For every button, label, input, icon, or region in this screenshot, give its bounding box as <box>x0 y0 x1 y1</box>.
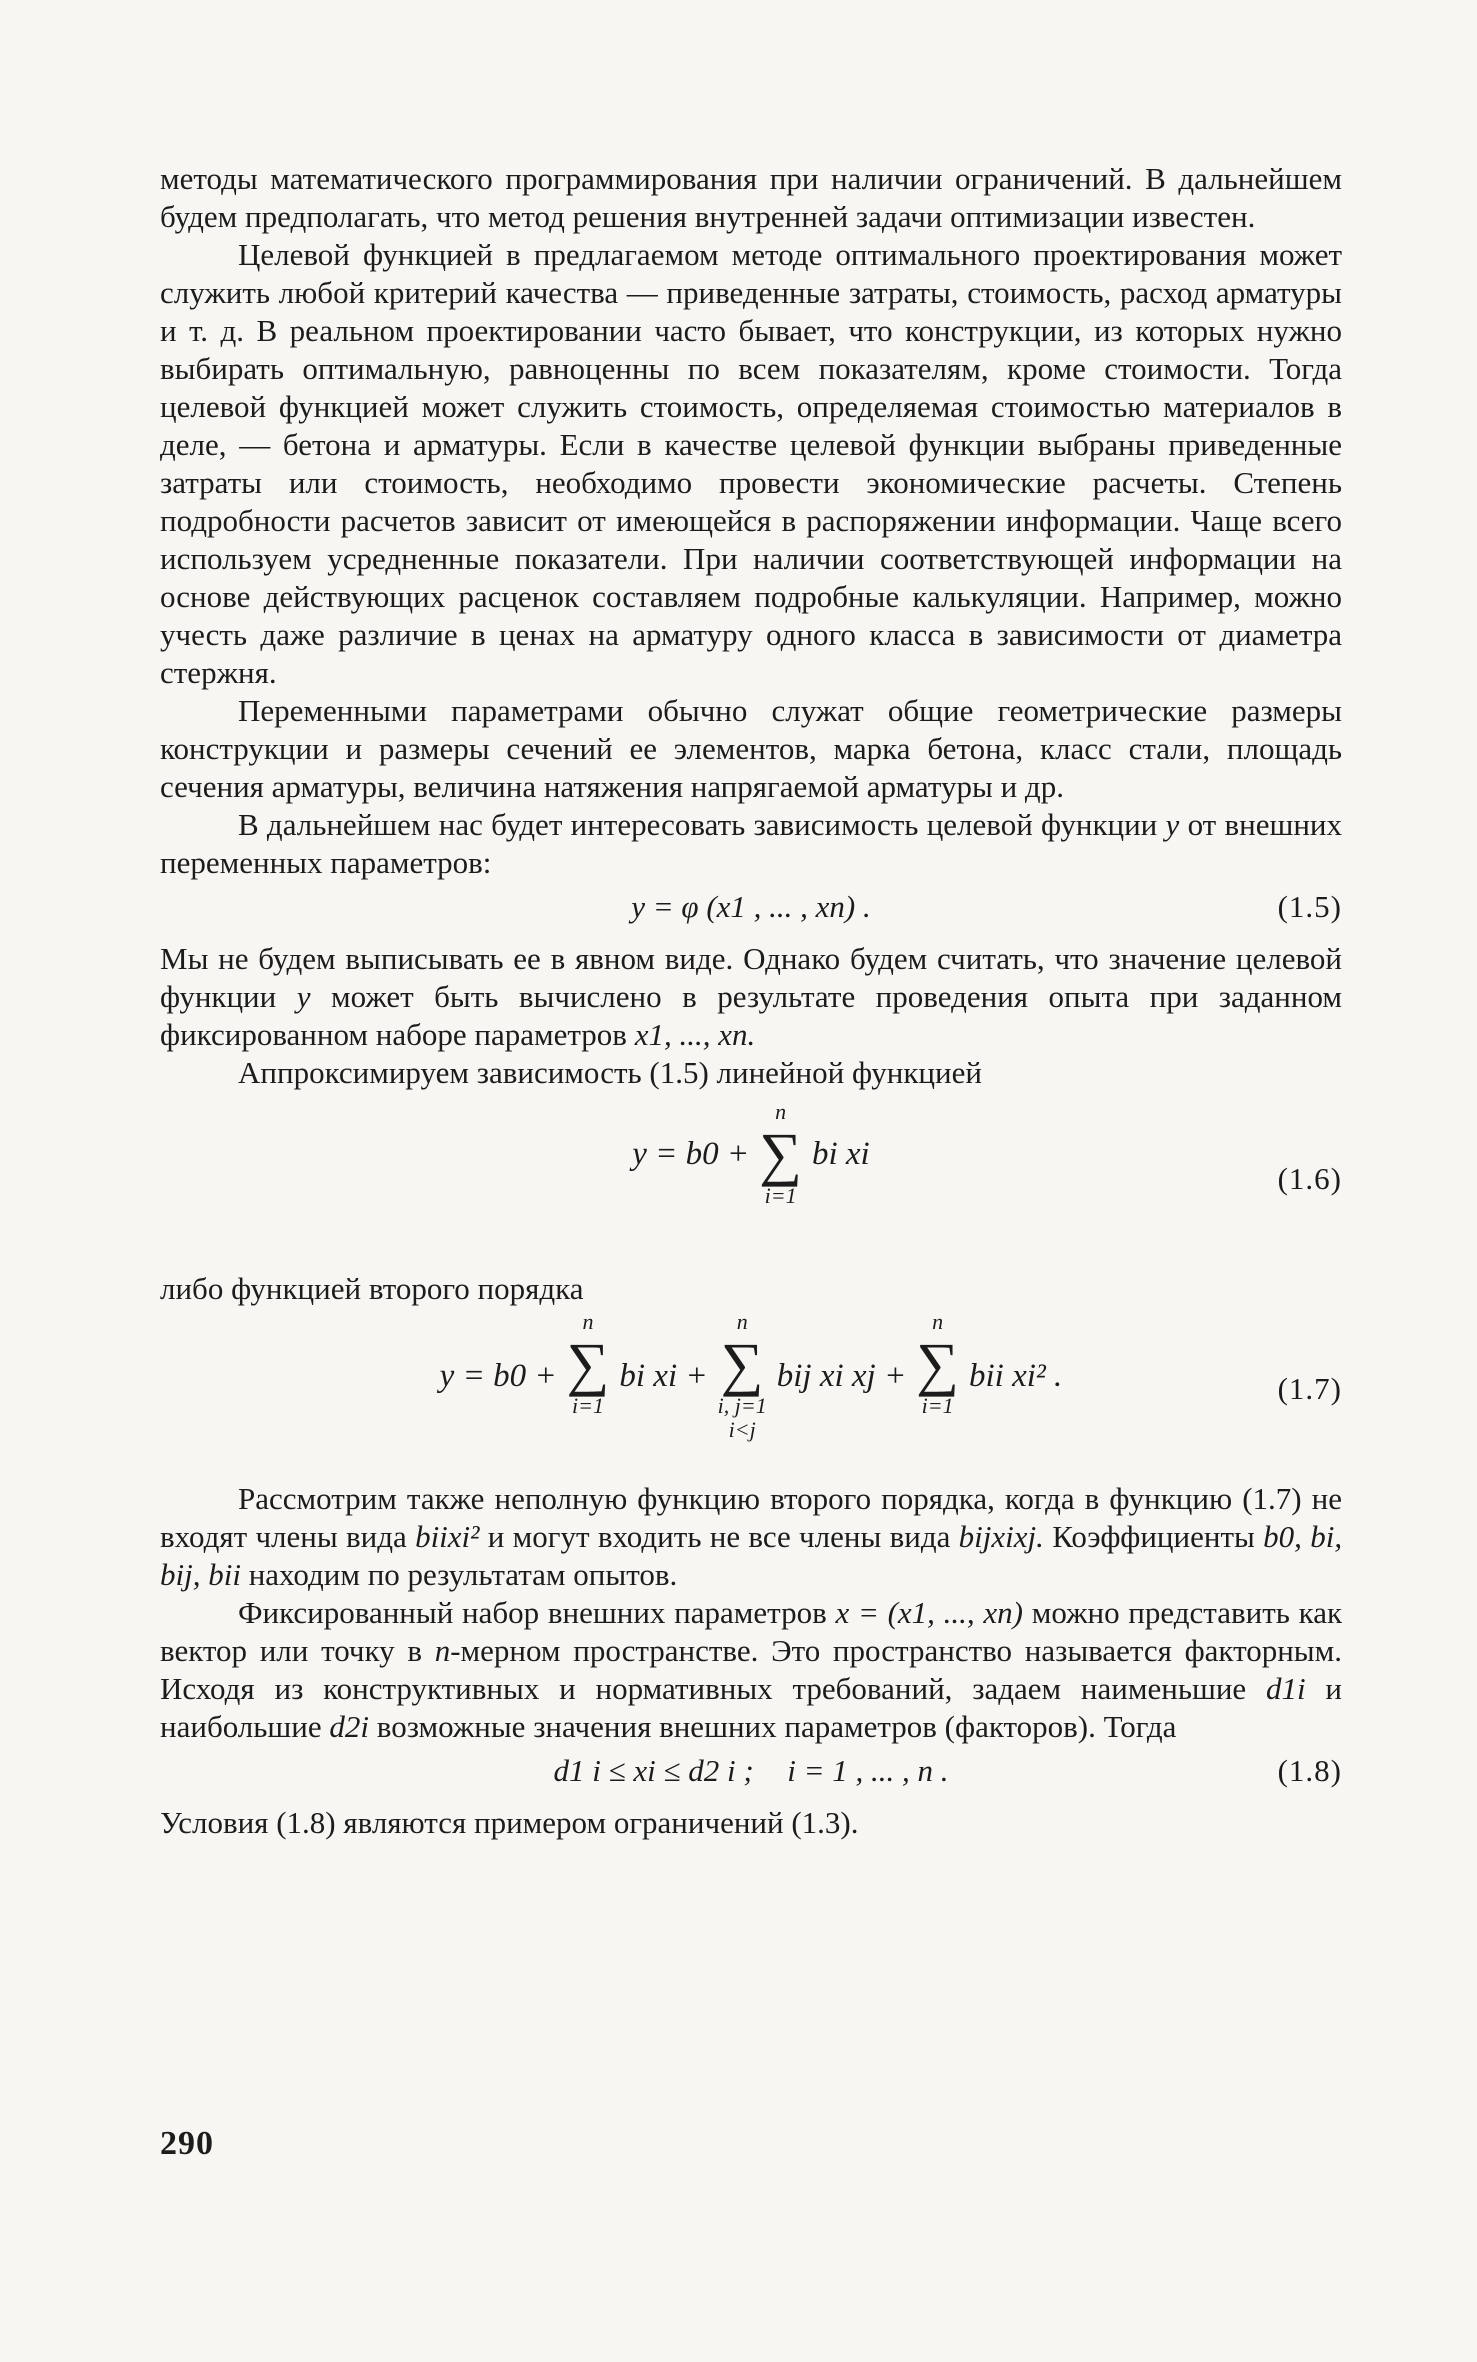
paragraph-9-term-3: d1i <box>1266 1671 1306 1706</box>
paragraph-9-text-c: -мерном пространстве. Это пространство называется факторным. Исходя из конструктивных и нормативных требований, задаем наименьшие <box>160 1633 1343 1706</box>
paragraph-4-var: y <box>1165 807 1180 842</box>
equation-1-5 <box>160 888 1342 932</box>
equation-1-6 <box>160 1100 1342 1258</box>
equation-1-7-sum-3-top: n <box>932 1309 944 1334</box>
equation-1-7-sum-3 <box>916 1310 959 1442</box>
paragraph-5-vars: x1, ..., xn. <box>634 1017 756 1052</box>
equation-1-6-term: bi xi <box>811 1136 870 1172</box>
equation-1-7-sum-2-bottom: i, j=1 <box>717 1393 767 1418</box>
equation-1-7-sum-2-condition: i<j <box>728 1417 756 1442</box>
paragraph-3: Переменными параметрами обычно служат общие геометрические размеры конструкции и размеры сечений ее элементов, марка бетона, класс стали, площадь сечения арматуры, величина натяжения напрягаемой арматуры и др. <box>160 693 1342 804</box>
paragraph-8-text-d: находим по результатам опытов. <box>248 1557 678 1592</box>
equation-1-7-lhs: y = b0 + <box>439 1358 557 1394</box>
equation-1-7-sum-2 <box>718 1310 767 1442</box>
paragraph-9-text-b: можно представить как вектор или точку в <box>160 1595 1343 1668</box>
equation-1-6-sum <box>759 1100 802 1208</box>
paragraph-9-term-2: n <box>434 1633 451 1668</box>
paragraph-9-text-a: Фиксированный набор внешних параметров <box>238 1595 827 1630</box>
equation-1-8 <box>160 1752 1342 1796</box>
paragraph-4 <box>160 806 1342 882</box>
paragraph-10: Условия (1.8) являются примером ограничений (1.3). <box>160 1805 859 1840</box>
equation-1-7-sum-1 <box>567 1310 610 1442</box>
equation-1-7-sum-1-bottom: i=1 <box>572 1393 604 1418</box>
equation-1-7-sum-1-top: n <box>582 1309 594 1334</box>
paragraph-4-text-a: В дальнейшем нас будет интересовать зависимость целевой функции <box>238 807 1158 842</box>
equation-1-7-sum-1-spacer <box>585 1418 591 1442</box>
paragraph-2: Целевой функцией в предлагаемом методе оптимального проектирования может служить любой критерий качества — приведенные затраты, стоимость, расход арматуры и т. д. В реальном проектировании часто бывает, что конструкции, из которых нужно выбирать оптимальную, равноценны по всем показателям, кроме стоимости. Тогда целевой функцией может служить стоимость, определяемая стоимостью материалов в деле, — бетона и арматуры. Если в качестве целевой функции выбраны приведенные затраты или стоимость, необходимо провести экономические расчеты. Степень подробности расчетов зависит от имеющейся в распоряжении информации. Чаще всего используем усредненные показатели. При наличии соответствующей информации на основе действующих расценок составляем подробные калькуляции. Например, можно учесть даже различие в ценах на арматуру одного класса в зависимости от диаметра стержня. <box>160 237 1342 690</box>
equation-1-7-number: (1.7) <box>1277 1371 1342 1406</box>
page-content <box>160 160 1342 1842</box>
equation-1-6-lhs: y = b0 + <box>632 1136 750 1172</box>
paragraph-6: Аппроксимируем зависимость (1.5) линейной функцией <box>238 1055 982 1090</box>
paragraph-8-text-a: Рассмотрим также неполную функцию второго порядка, когда в функцию (1.7) не входят члены вида <box>160 1481 1342 1554</box>
equation-1-7-sum-3-spacer <box>935 1418 941 1442</box>
equation-1-8-part-1: d1 i ≤ xi ≤ d2 i ; <box>553 1753 754 1788</box>
equation-1-8-body <box>554 1752 949 1790</box>
paragraph-5 <box>160 940 1342 1054</box>
equation-1-7-sum-2-top: n <box>736 1309 748 1334</box>
paragraph-9-term-1: x = (x1, ..., xn) <box>835 1595 1023 1630</box>
sigma-symbol: ∑ <box>566 1331 610 1397</box>
equation-1-7-term-3: bii xi² . <box>969 1358 1063 1394</box>
equation-1-7-body <box>440 1310 1063 1442</box>
equation-1-8-number: (1.8) <box>1277 1753 1342 1788</box>
paragraph-7: либо функцией второго порядка <box>160 1271 584 1306</box>
equation-1-6-sum-top: n <box>775 1099 787 1124</box>
equation-1-7 <box>160 1310 1342 1466</box>
paragraph-5-var: y <box>296 979 311 1014</box>
paragraph-8-term-3: b0, bi, bij, bii <box>160 1519 1343 1592</box>
sigma-symbol: ∑ <box>759 1121 802 1187</box>
equation-1-6-sum-bottom: i=1 <box>764 1183 797 1208</box>
paragraph-9-text-e: возможные значения внешних параметров (факторов). Тогда <box>376 1709 1177 1744</box>
paragraph-8-text-c: Коэффициенты <box>1052 1519 1255 1554</box>
paragraph-8-term-2: bijxixj. <box>958 1519 1044 1554</box>
equation-1-7-term-1: bi xi + <box>619 1358 708 1394</box>
paragraph-8-term-1: biixi² <box>415 1519 480 1554</box>
equation-1-7-term-2: bij xi xj + <box>776 1358 907 1394</box>
paragraph-4-text-b: от внешних переменных параметров: <box>160 807 1343 880</box>
page-number: 290 <box>160 2125 214 2162</box>
equation-1-7-sum-3-bottom: i=1 <box>921 1393 954 1418</box>
paragraph-5-text-b: может быть вычислено в результате проведения опыта при заданном фиксированном наборе параметров <box>160 979 1343 1052</box>
equation-1-6-number: (1.6) <box>1277 1161 1342 1196</box>
equation-1-8-part-2: i = 1 , ... , n . <box>787 1753 949 1788</box>
paragraph-8 <box>160 1480 1342 1594</box>
paragraph-9-text-d: и наибольшие <box>160 1671 1343 1744</box>
sigma-symbol: ∑ <box>916 1331 960 1397</box>
paragraph-1: методы математического программирования при наличии ограничений. В дальнейшем будем предполагать, что метод решения внутренней задачи оптимизации известен. <box>160 161 1342 234</box>
paragraph-5-text-a: Мы не будем выписывать ее в явном виде. Однако будем считать, что значение целевой функции <box>160 941 1342 1014</box>
paragraph-9 <box>160 1594 1342 1746</box>
paragraph-9-term-4: d2i <box>329 1709 370 1744</box>
equation-1-5-number: (1.5) <box>1277 889 1342 924</box>
paragraph-8-text-b: и могут входить не все члены вида <box>487 1519 951 1554</box>
equation-1-5-formula: y = φ (x1 , ... , xn) . <box>631 889 871 924</box>
sigma-symbol: ∑ <box>720 1331 764 1397</box>
equation-1-6-body <box>632 1100 869 1208</box>
